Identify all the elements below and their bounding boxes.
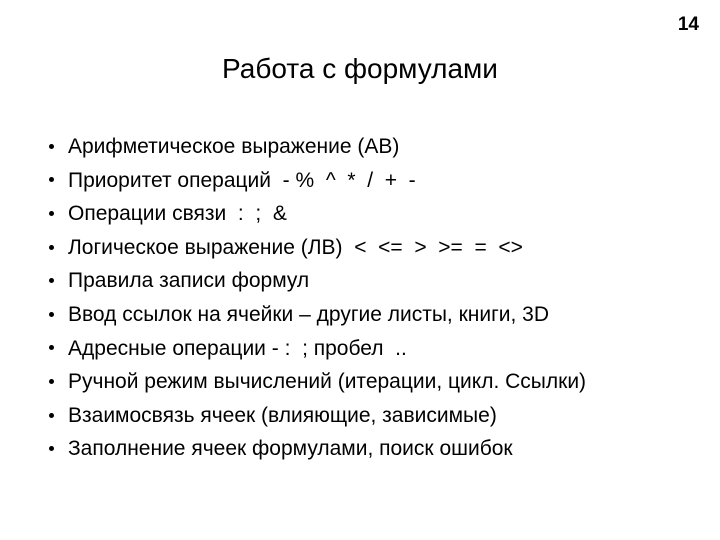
slide-title: Работа с формулами [222,53,498,84]
list-item [48,432,710,466]
list-item [48,399,710,433]
list-item-text: Ручной режим вычислений (итерации, цикл. Ссылки) [68,370,587,394]
list-item [48,197,710,231]
list-item [48,332,710,366]
bullet-icon [49,144,54,149]
list-item-text: Операции связи : ; & [68,202,287,226]
list-item-text: Взаимосвязь ячеек (влияющие, зависимые) [68,403,497,427]
bullet-icon [49,312,54,317]
page-number: 14 [677,14,699,35]
list-item-text: Арифметическое выражение (АВ) [68,135,400,158]
bullet-icon [49,211,54,216]
list-item-text: Ввод ссылок на ячейки – другие листы, книги, 3D [68,302,550,326]
list-item-text: Адресные операции - : ; пробел .. [68,336,407,360]
bullet-icon [49,379,54,384]
list-item [48,164,710,198]
list-item-text: Логическое выражение (ЛВ) < <= > >= = <> [68,235,523,259]
list-item [48,365,710,399]
list-item [48,298,710,332]
bullet-icon [49,345,54,350]
bullet-list [48,130,710,466]
bullet-icon [49,177,54,182]
list-item [48,231,710,265]
bullet-icon [49,413,54,418]
list-item-text: Заполнение ячеек формулами, поиск ошибок [68,437,513,461]
bullet-icon [49,278,54,283]
list-item [48,264,710,298]
list-item [48,130,710,164]
bullet-icon [49,245,54,250]
bullet-icon [49,446,54,451]
list-item-text: Приоритет операций - % ^ * / + - [68,168,416,192]
list-item-text: Правила записи формул [68,269,310,293]
